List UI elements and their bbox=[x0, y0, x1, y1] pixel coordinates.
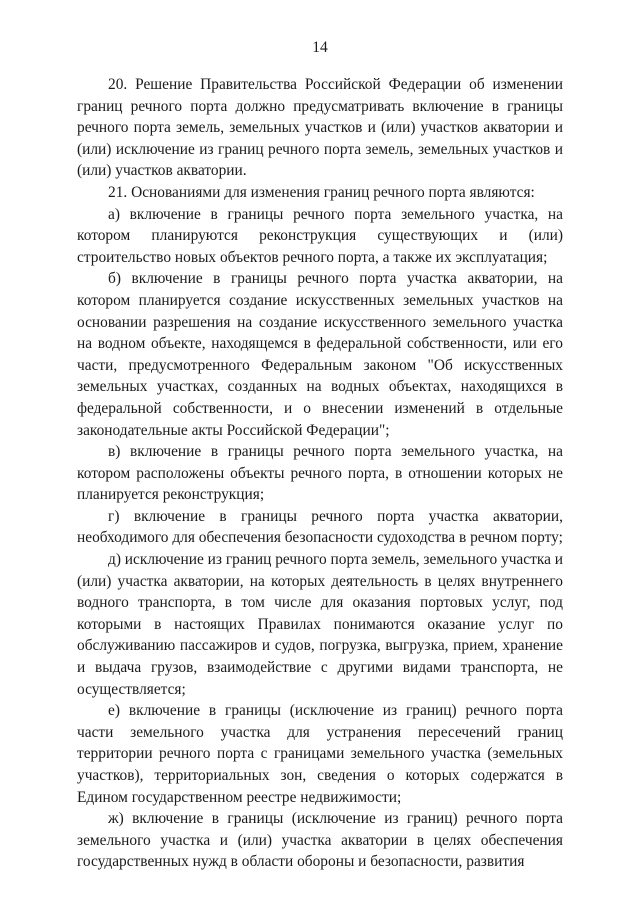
item-d: д) исключение из границ речного порта земель, земельного участка и (или) участка акватории, на которых деятельность в целях внутреннего водного транспорта, в том числе для оказания портовых услуг, под которыми в настоящих Правилах понимаются оказание услуг по обслуживанию пассажиров и судов, погрузка, выгрузка, прием, хранение и выдача грузов, взаимодействие с другими видами транспорта, не осуществляется; bbox=[77, 551, 563, 698]
paragraph-20: 20. Решение Правительства Российской Федерации об изменении границ речного порта должно предусматривать включение в границы речного порта земель, земельных участков и (или) участков акватории и (или) исключение из границ речного порта земель, земельных участков и (или) участков акватории. bbox=[77, 76, 563, 180]
item-zh: ж) включение в границы (исключение из границ) речного порта земельного участка и (или) участка акватории в целях обеспечения государственных нужд в области обороны и безопасности, развития bbox=[77, 810, 563, 871]
document-body bbox=[77, 74, 563, 873]
paragraph-21: 21. Основаниями для изменения границ речного порта являются: bbox=[108, 183, 535, 201]
item-v: в) включение в границы речного порта земельного участка, на котором расположены объекты речного порта, в отношении которых не планируется реконструкция; bbox=[77, 443, 563, 504]
item-g: г) включение в границы речного порта участка акватории, необходимого для обеспечения безопасности судоходства в речном порту; bbox=[77, 507, 563, 547]
item-b: б) включение в границы речного порта участка акватории, на котором планируется создание искусственных земельных участков на основании разрешения на создание искусственного земельного участка на водном объекте, находящемся в федеральной собственности, или его части, предусмотренного Федеральным законом "Об искусственных земельных участках, созданных на водных объектах, находящихся в федеральной собственности, и о внесении изменений в отдельные законодательные акты Российской Федерации"; bbox=[77, 270, 563, 439]
item-e: е) включение в границы (исключение из границ) речного порта части земельного участка для устранения пересечений границ территории речного порта с границами земельного участка (земельных участков), территориальных зон, сведения о которых содержатся в Едином государственном реестре недвижимости; bbox=[77, 702, 563, 806]
item-a: а) включение в границы речного порта земельного участка, на котором планируются реконструкция существующих и (или) строительство новых объектов речного порта, а также их эксплуатация; bbox=[77, 205, 563, 266]
page-number: 14 bbox=[312, 39, 328, 56]
